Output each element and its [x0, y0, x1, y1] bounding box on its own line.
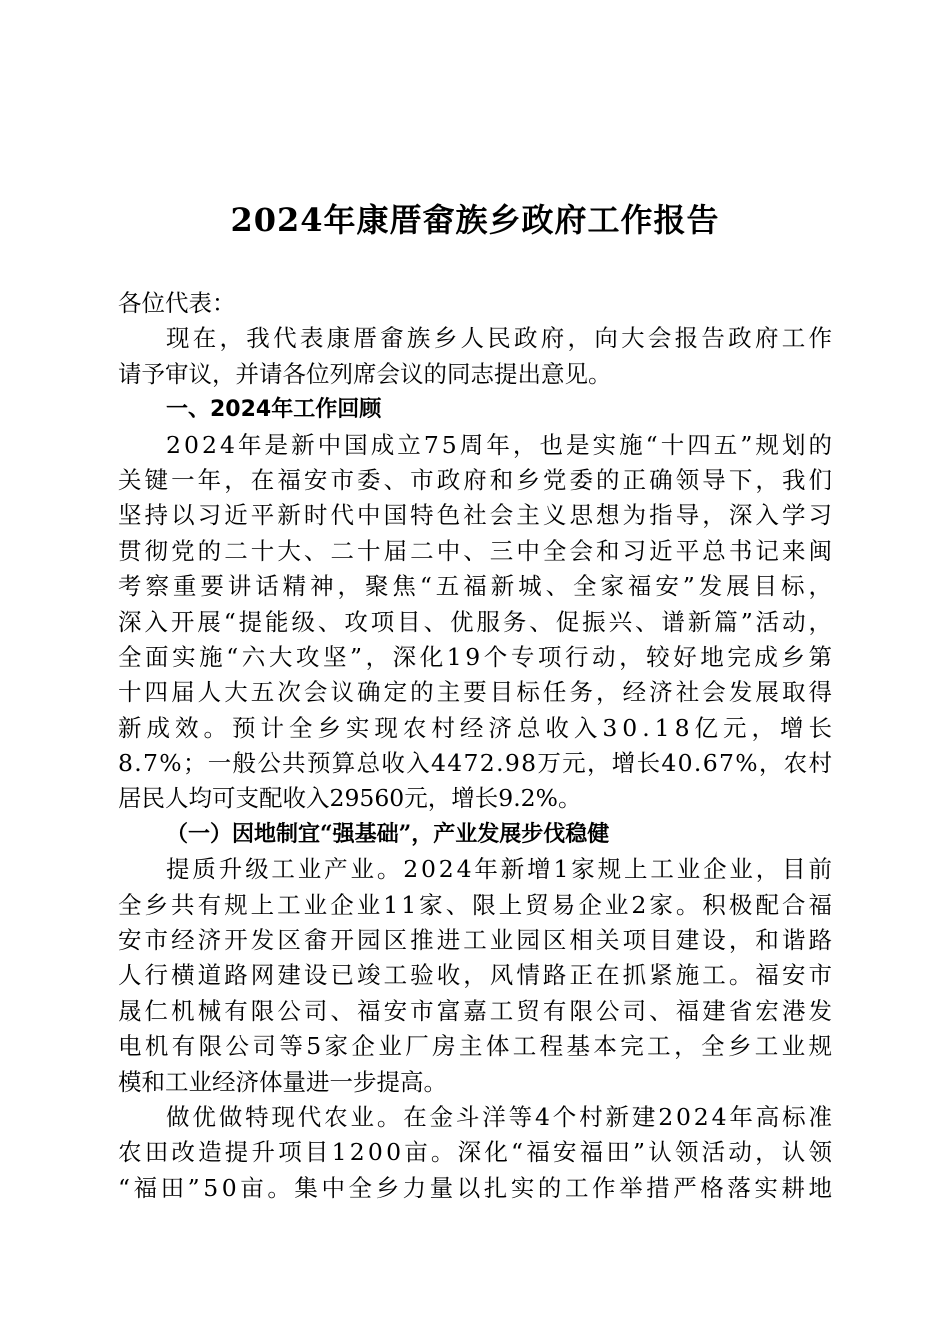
- text-line: “福田”50亩。集中全乡力量以扎实的工作举措严格落实耕地: [118, 1173, 836, 1202]
- text-line: 电机有限公司等5家企业厂房主体工程基本完工，全乡工业规: [118, 1032, 836, 1061]
- text-line: 提质升级工业产业。2024年新增1家规上工业企业，目前: [166, 855, 835, 884]
- paragraph-line: [118, 1171, 836, 1206]
- text-line: 坚持以习近平新时代中国特色社会主义思想为指导，深入学习: [118, 501, 836, 530]
- subsection-heading-line: [118, 817, 832, 852]
- paragraph-line: [118, 1029, 836, 1064]
- paragraph-line: [118, 1065, 832, 1100]
- text-line: 全面实施“六大攻坚”，深化19个专项行动，较好地完成乡第: [118, 642, 836, 671]
- text-line: 全乡共有规上工业企业11家、限上贸易企业2家。积极配合福: [118, 890, 836, 919]
- paragraph-line: [118, 958, 836, 993]
- paragraph-line: [118, 1135, 836, 1170]
- text-line: 请予审议，并请各位列席会议的同志提出意见。: [118, 359, 612, 388]
- paragraph-line: [118, 569, 836, 604]
- text-line: 考察重要讲话精神，聚焦“五福新城、全家福安”发展目标，: [118, 572, 836, 601]
- paragraph-line: [118, 605, 835, 640]
- paragraph-line: [118, 428, 836, 463]
- text-line: 新成效。预计全乡实现农村经济总收入30.18亿元，增长: [118, 713, 837, 742]
- paragraph-line: [118, 888, 836, 923]
- intro-line: [118, 321, 836, 356]
- subsection-heading: （一）因地制宜“强基础”，产业发展步伐稳健: [166, 820, 610, 847]
- text-line: 贯彻党的二十大、二十届二中、三中全会和习近平总书记来闽: [118, 536, 836, 565]
- text-line: 模和工业经济体量进一步提高。: [118, 1067, 447, 1096]
- text-line: 做优做特现代农业。在金斗洋等4个村新建2024年高标准: [166, 1102, 835, 1131]
- document-title: 2024年康厝畲族乡政府工作报告: [230, 201, 720, 239]
- text-line: 十四届人大五次会议确定的主要目标任务，经济社会发展取得: [118, 678, 836, 707]
- paragraph-line: [118, 746, 832, 781]
- paragraph-line: [118, 852, 835, 887]
- paragraph-line: [118, 711, 837, 746]
- paragraph-line: [118, 994, 836, 1029]
- paragraph-line: [118, 675, 836, 710]
- section-heading: 一、2024年工作回顾: [166, 397, 382, 423]
- text-line: 8.7%；一般公共预算总收入4472.98万元，增长40.67%，农村: [118, 749, 834, 778]
- salutation: 各位代表：: [118, 289, 236, 317]
- paragraph-line: [118, 463, 836, 498]
- intro-line: [118, 357, 832, 392]
- text-line: 农田改造提升项目1200亩。深化“福安福田”认领活动，认领: [118, 1138, 836, 1167]
- paragraph-line: [118, 498, 836, 533]
- section-heading-line: [118, 392, 832, 427]
- text-line: 关键一年，在福安市委、市政府和乡党委的正确领导下，我们: [118, 465, 836, 494]
- paragraph-line: [118, 781, 832, 816]
- text-line: 2024年是新中国成立75周年，也是实施“十四五”规划的: [166, 430, 836, 459]
- paragraph-line: [118, 534, 836, 569]
- paragraph-line: [118, 1100, 835, 1135]
- text-line: 安市经济开发区畲开园区推进工业园区相关项目建设，和谐路: [118, 926, 836, 955]
- text-line: 深入开展“提能级、攻项目、优服务、促振兴、谱新篇”活动，: [118, 607, 835, 636]
- text-line: 晟仁机械有限公司、福安市富嘉工贸有限公司、福建省宏港发: [118, 996, 836, 1025]
- text-line: 居民人均可支配收入29560元，增长9.2%。: [118, 784, 582, 813]
- salutation-line: [118, 286, 832, 321]
- document-body: [118, 286, 837, 1206]
- text-line: 人行横道路网建设已竣工验收，风情路正在抓紧施工。福安市: [118, 961, 836, 990]
- paragraph-line: [118, 923, 836, 958]
- text-line: 现在，我代表康厝畲族乡人民政府，向大会报告政府工作: [166, 324, 836, 353]
- paragraph-line: [118, 640, 836, 675]
